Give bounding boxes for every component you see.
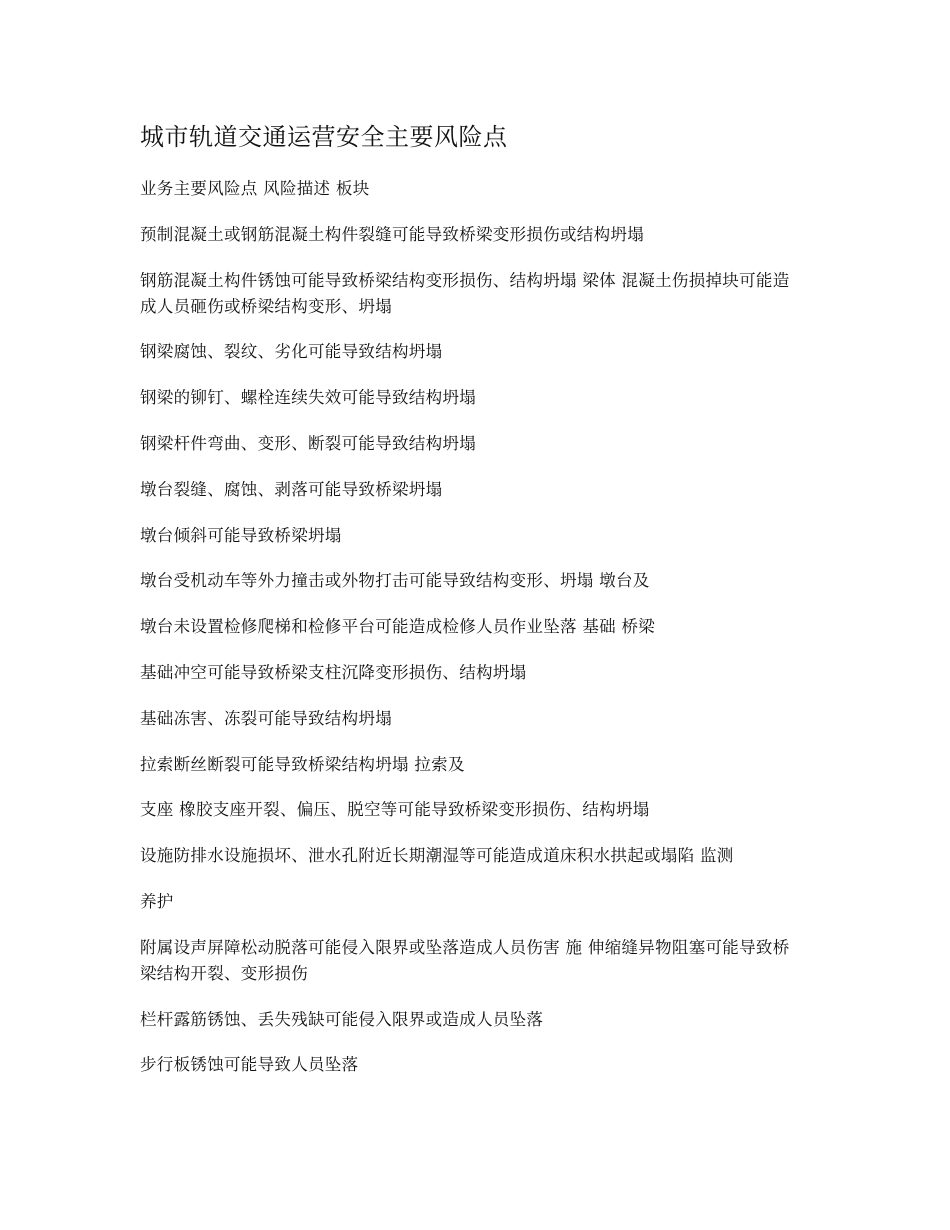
list-item: 拉索断丝断裂可能导致桥梁结构坍塌 拉索及: [140, 754, 465, 774]
list-item: 基础冻害、冻裂可能导致结构坍塌: [140, 708, 392, 728]
list-item: 墩台受机动车等外力撞击或外物打击可能导致结构变形、坍塌 墩台及: [140, 571, 650, 591]
list-item: 钢梁的铆钉、螺栓连续失效可能导致结构坍塌: [140, 388, 476, 408]
list-item: 栏杆露筋锈蚀、丢失残缺可能侵入限界或造成人员坠落: [140, 1009, 544, 1029]
list-item: 支座 橡胶支座开裂、偏压、脱空等可能导致桥梁变形损伤、结构坍塌: [140, 800, 650, 820]
list-item: 业务主要风险点 风险描述 板块: [140, 179, 370, 198]
list-item: 钢梁腐蚀、裂纹、劣化可能导致结构坍塌: [140, 342, 443, 362]
list-item: 步行板锈蚀可能导致人员坠落: [140, 1055, 359, 1075]
list-item: 墩台倾斜可能导致桥梁坍塌: [140, 525, 342, 545]
list-item: 预制混凝土或钢筋混凝土构件裂缝可能导致桥梁变形损伤或结构坍塌: [140, 224, 644, 244]
list-item: 墩台裂缝、腐蚀、剥落可能导致桥梁坍塌: [140, 479, 443, 499]
list-item: 设施防排水设施损坏、泄水孔附近长期潮湿等可能造成道床积水拱起或塌陷 监测: [140, 846, 734, 866]
list-item: 附属设声屏障松动脱落可能侵入限界或坠落造成人员伤害 施 伸缩缝异物阻塞可能导致桥梁结构开裂、变形损伤: [140, 937, 790, 983]
list-item: 钢梁杆件弯曲、变形、断裂可能导致结构坍塌: [140, 433, 476, 453]
list-item: 基础冲空可能导致桥梁支柱沉降变形损伤、结构坍塌: [140, 662, 527, 682]
list-item: 养护: [140, 891, 174, 911]
list-item: 钢筋混凝土构件锈蚀可能导致桥梁结构变形损伤、结构坍塌 梁体 混凝土伤损掉块可能造成人员砸伤或桥梁结构变形、坍塌: [140, 270, 790, 316]
risk-list: [140, 176, 800, 1098]
page-title: 城市轨道交通运营安全主要风险点: [140, 123, 508, 151]
list-item: 墩台未设置检修爬梯和检修平台可能造成检修人员作业坠落 基础 桥梁: [140, 617, 656, 637]
